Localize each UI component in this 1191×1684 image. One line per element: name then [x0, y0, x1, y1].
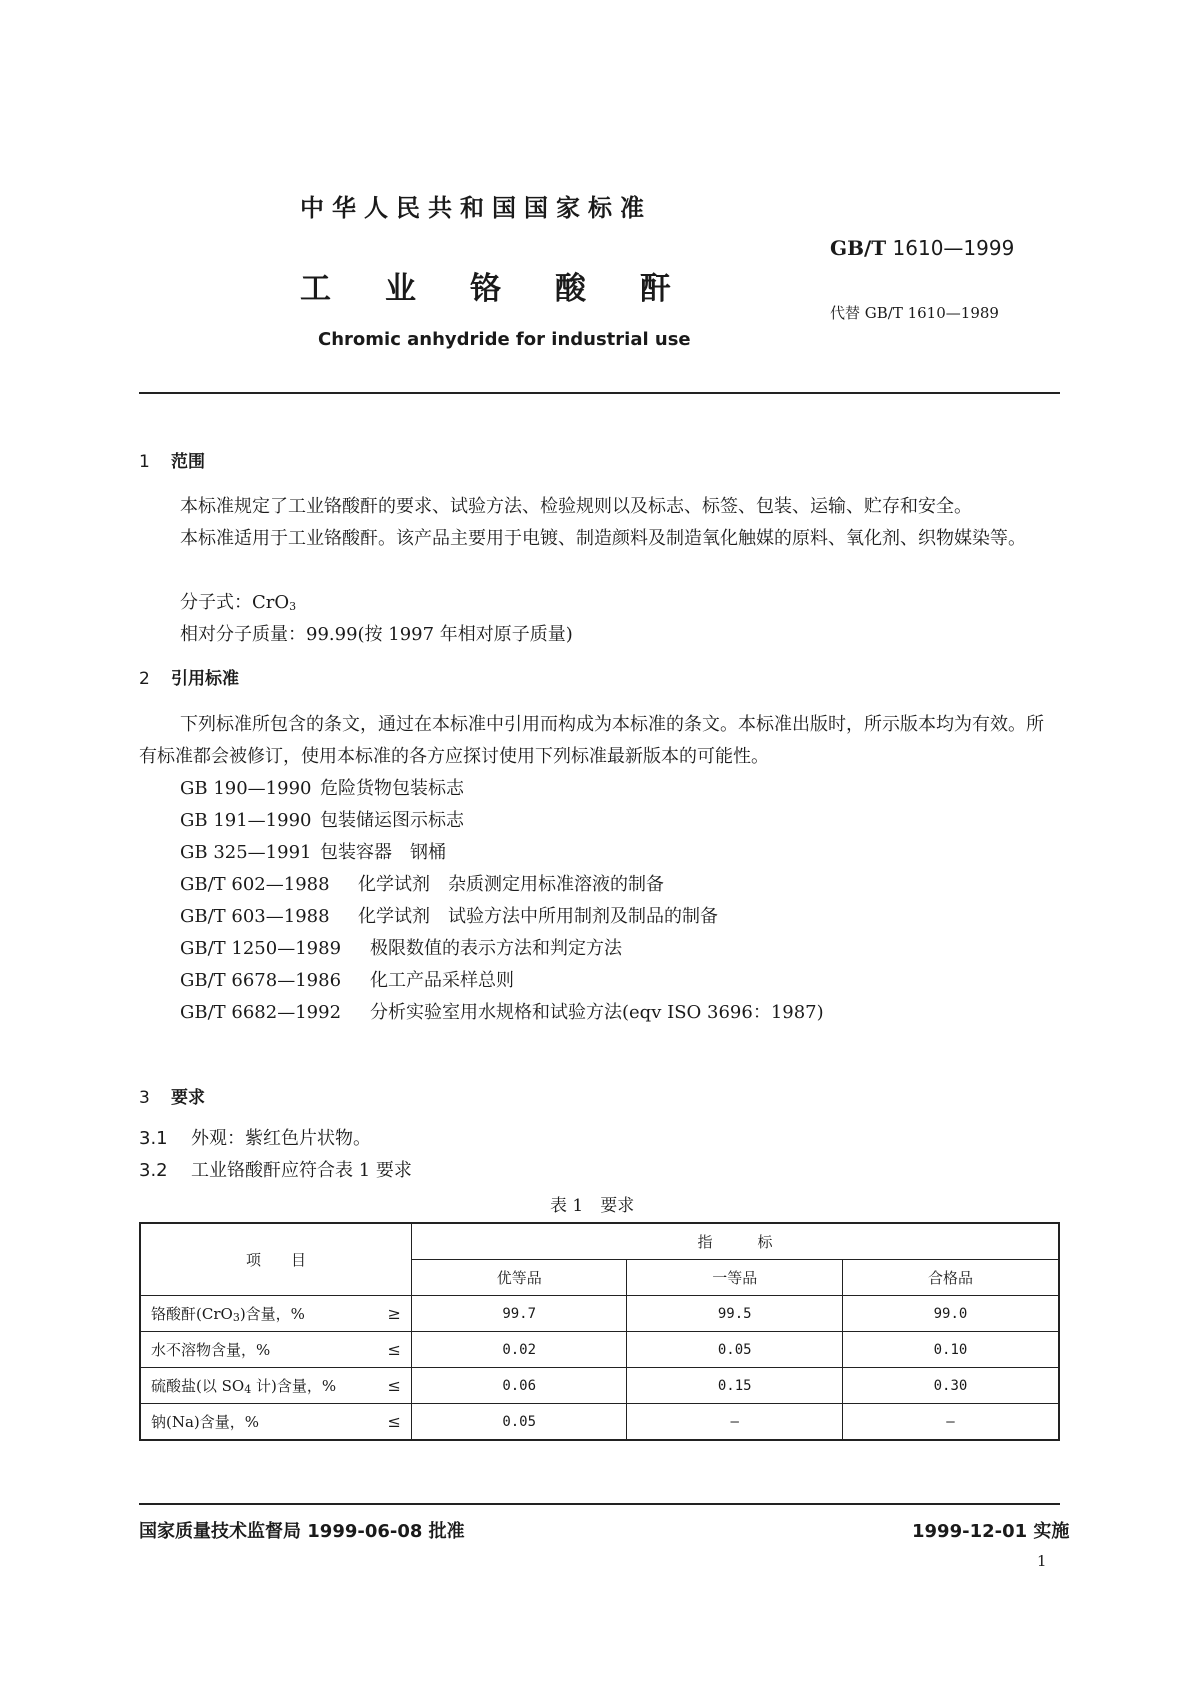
reference-code: GB 191—1990 — [180, 810, 312, 831]
approval-line: 国家质量技术监督局 1999-06-08 批准 — [139, 1521, 465, 1542]
header-divider — [139, 392, 1060, 394]
header-grade-premium: 优等品 — [411, 1260, 627, 1296]
cell-value: — — [842, 1404, 1059, 1441]
reference-code: GB 325—1991 — [180, 842, 312, 863]
reference-item — [180, 997, 824, 1029]
cell-value: 0.10 — [842, 1332, 1059, 1368]
reference-item — [180, 773, 824, 805]
row-item — [140, 1296, 411, 1332]
section-3-heading — [139, 1083, 205, 1108]
table-row — [140, 1404, 1059, 1441]
row-operator: ≤ — [387, 1340, 401, 1359]
cell-value: 0.06 — [411, 1368, 627, 1404]
row-label: 硫酸盐(以 SO — [151, 1377, 245, 1395]
cell-value: 0.30 — [842, 1368, 1059, 1404]
cell-value: 99.0 — [842, 1296, 1059, 1332]
doc-title-en: Chromic anhydride for industrial use — [318, 329, 691, 350]
reference-list — [180, 773, 824, 1029]
standard-code: 1610—1999 — [892, 236, 1015, 260]
row-operator: ≤ — [387, 1376, 401, 1395]
row-operator: ≤ — [387, 1412, 401, 1431]
reference-code: GB/T 602—1988 — [180, 874, 330, 895]
reference-title: 分析实验室用水规格和试验方法(eqv ISO 3696：1987) — [370, 1002, 824, 1023]
row-subscript: 3 — [232, 1311, 240, 1324]
row-label: 钠(Na)含量，% — [151, 1413, 260, 1431]
effective-date: 1999-12-01 实施 — [912, 1521, 1070, 1542]
reference-item — [180, 869, 824, 901]
cell-value: — — [627, 1404, 843, 1441]
table-1-caption: 表 1 要求 — [550, 1196, 635, 1216]
reference-item — [180, 805, 824, 837]
row-label: 水不溶物含量，% — [151, 1341, 271, 1359]
clause-3-1-number: 3.1 — [139, 1128, 168, 1149]
row-subscript: 4 — [244, 1383, 252, 1396]
table-row — [140, 1296, 1059, 1332]
section-3-number: 3 — [139, 1088, 150, 1108]
reference-code: GB/T 6682—1992 — [180, 1002, 342, 1023]
row-operator: ≥ — [387, 1304, 401, 1323]
reference-title: 化工产品采样总则 — [370, 970, 514, 991]
header-grade-first: 一等品 — [627, 1260, 843, 1296]
row-item — [140, 1332, 411, 1368]
reference-code: GB/T 1250—1989 — [180, 938, 342, 959]
reference-code: GB/T 603—1988 — [180, 906, 330, 927]
clause-3-1 — [139, 1123, 371, 1155]
clause-3-2-number: 3.2 — [139, 1160, 168, 1181]
formula-label: 分子式：CrO — [180, 592, 290, 613]
standard-prefix: GB/T — [830, 236, 887, 260]
section-1-para-1: 本标准规定了工业铬酸酐的要求、试验方法、检验规则以及标志、标签、包装、运输、贮存和安全。 — [180, 496, 972, 517]
row-item — [140, 1368, 411, 1404]
section-2-number: 2 — [139, 669, 150, 689]
page-number: 1 — [1037, 1552, 1047, 1570]
reference-title: 极限数值的表示方法和判定方法 — [370, 938, 622, 959]
reference-title: 包装储运图示标志 — [320, 810, 464, 831]
section-3-title: 要求 — [171, 1088, 205, 1108]
reference-item — [180, 837, 824, 869]
reference-title: 包装容器 钢桶 — [320, 842, 446, 863]
reference-title: 化学试剂 杂质测定用标准溶液的制备 — [358, 874, 664, 895]
table-header-row — [140, 1223, 1059, 1260]
header-index: 指 标 — [411, 1223, 1059, 1260]
cell-value: 0.05 — [411, 1404, 627, 1441]
table-row — [140, 1368, 1059, 1404]
clause-3-2 — [139, 1155, 412, 1187]
footer-divider — [139, 1503, 1060, 1505]
molecular-mass: 相对分子质量：99.99(按 1997 年相对原子质量) — [180, 624, 573, 645]
clause-3-1-text: 外观：紫红色片状物。 — [191, 1128, 371, 1149]
cell-value: 0.02 — [411, 1332, 627, 1368]
section-2-para-1: 下列标准所包含的条文，通过在本标准中引用而构成为本标准的条文。本标准出版时，所示版本均为有效。所有标准都会被修订，使用本标准的各方应探讨使用下列标准最新版本的可能性。 — [139, 714, 1044, 767]
reference-code: GB/T 6678—1986 — [180, 970, 342, 991]
cell-value: 99.7 — [411, 1296, 627, 1332]
requirements-table — [139, 1222, 1060, 1441]
replaces-note: 代替 GB/T 1610—1989 — [830, 304, 999, 322]
reference-item — [180, 901, 824, 933]
section-1-heading — [139, 447, 205, 472]
cell-value: 99.5 — [627, 1296, 843, 1332]
row-label-tail: 计)含量，% — [251, 1377, 337, 1395]
doc-title: 工业铬酸酐 — [300, 271, 725, 307]
row-item — [140, 1404, 411, 1441]
reference-code: GB 190—1990 — [180, 778, 312, 799]
reference-item — [180, 933, 824, 965]
header-grade-qualified: 合格品 — [842, 1260, 1059, 1296]
molecular-formula — [180, 587, 296, 623]
table-row — [140, 1332, 1059, 1368]
formula-subscript: 3 — [289, 600, 297, 613]
reference-item — [180, 965, 824, 997]
header-item: 项 目 — [140, 1223, 411, 1296]
section-1-title: 范围 — [171, 452, 205, 472]
reference-title: 危险货物包装标志 — [320, 778, 464, 799]
clause-3-2-text: 工业铬酸酐应符合表 1 要求 — [191, 1160, 412, 1181]
standard-number — [830, 236, 1014, 260]
section-2-heading — [139, 664, 239, 689]
cell-value: 0.05 — [627, 1332, 843, 1368]
reference-title: 化学试剂 试验方法中所用制剂及制品的制备 — [358, 906, 718, 927]
section-2-title: 引用标准 — [171, 669, 239, 689]
cell-value: 0.15 — [627, 1368, 843, 1404]
row-label-tail: )含量，% — [239, 1305, 305, 1323]
section-1-para-2: 本标准适用于工业铬酸酐。该产品主要用于电镀、制造颜料及制造氧化触媒的原料、氧化剂、织物媒染等。 — [180, 528, 1026, 549]
section-1-number: 1 — [139, 452, 150, 472]
org-title: 中华人民共和国国家标准 — [300, 193, 652, 222]
row-label: 铬酸酐(CrO — [151, 1305, 233, 1323]
